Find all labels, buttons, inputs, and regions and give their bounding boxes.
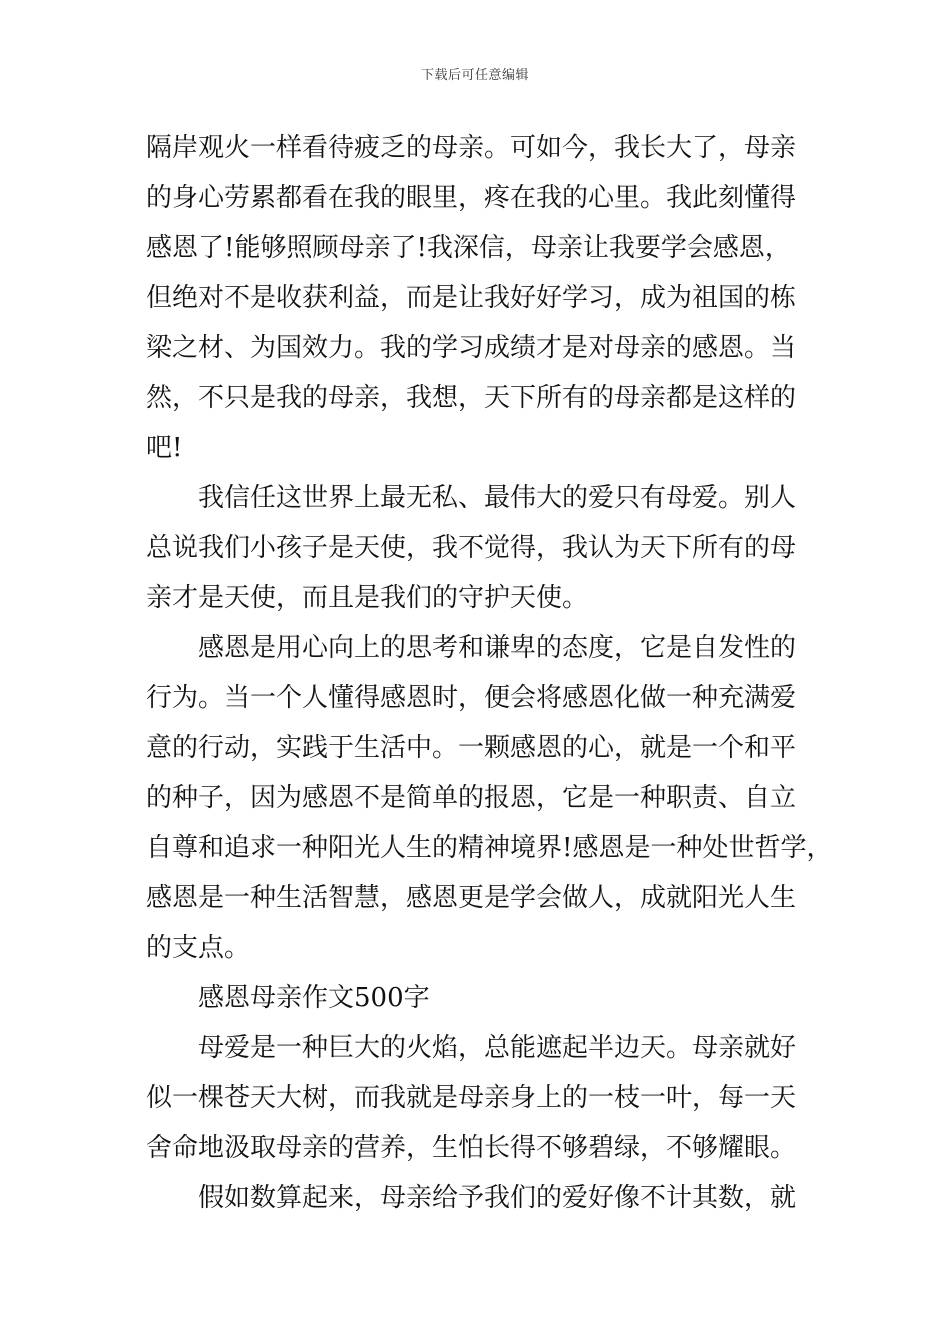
text-line: 感恩了!能够照顾母亲了!我深信，母亲让我要学会感恩， bbox=[146, 233, 791, 263]
text-line: 总说我们小孩子是天使，我不觉得，我认为天下所有的母 bbox=[146, 533, 797, 563]
text-line: 舍命地汲取母亲的营养，生怕长得不够碧绿，不够耀眼。 bbox=[146, 1133, 797, 1163]
header-note: 下载后可任意编辑 bbox=[420, 68, 529, 83]
text-line: 梁之材、为国效力。我的学习成绩才是对母亲的感恩。当 bbox=[146, 333, 797, 363]
text-line: 的身心劳累都看在我的眼里，疼在我的心里。我此刻懂得 bbox=[146, 183, 797, 213]
text-line: 隔岸观火一样看待疲乏的母亲。可如今，我长大了，母亲 bbox=[146, 133, 797, 163]
paragraph-start-line: 母爱是一种巨大的火焰，总能遮起半边天。母亲就好 bbox=[198, 1033, 797, 1063]
text-line: 感恩是一种生活智慧，感恩更是学会做人，成就阳光人生 bbox=[146, 883, 797, 913]
text-line: 的支点。 bbox=[146, 933, 251, 963]
paragraph-start-line: 感恩是用心向上的思考和谦卑的态度，它是自发性的 bbox=[198, 633, 797, 663]
body-text bbox=[146, 123, 833, 1223]
text-line: 自尊和追求一种阳光人生的精神境界!感恩是一种处世哲学， bbox=[146, 833, 833, 863]
text-line: 但绝对不是收获利益，而是让我好好学习，成为祖国的栋 bbox=[146, 283, 797, 313]
text-line: 然，不只是我的母亲，我想，天下所有的母亲都是这样的 bbox=[146, 383, 797, 413]
text-line: 吧! bbox=[146, 433, 183, 463]
paragraph-start-line: 假如数算起来，母亲给予我们的爱好像不计其数，就 bbox=[198, 1183, 797, 1213]
text-line: 亲才是天使，而且是我们的守护天使。 bbox=[146, 583, 589, 613]
section-title: 感恩母亲作文500字 bbox=[198, 983, 430, 1013]
text-line: 似一棵苍天大树，而我就是母亲身上的一枝一叶，每一天 bbox=[146, 1083, 797, 1113]
text-line: 的种子，因为感恩不是简单的报恩，它是一种职责、自立 bbox=[146, 783, 797, 813]
paragraph-start-line: 我信任这世界上最无私、最伟大的爱只有母爱。别人 bbox=[198, 483, 797, 513]
text-line: 行为。当一个人懂得感恩时，便会将感恩化做一种充满爱 bbox=[146, 683, 797, 713]
text-line: 意的行动，实践于生活中。一颗感恩的心，就是一个和平 bbox=[146, 733, 797, 763]
